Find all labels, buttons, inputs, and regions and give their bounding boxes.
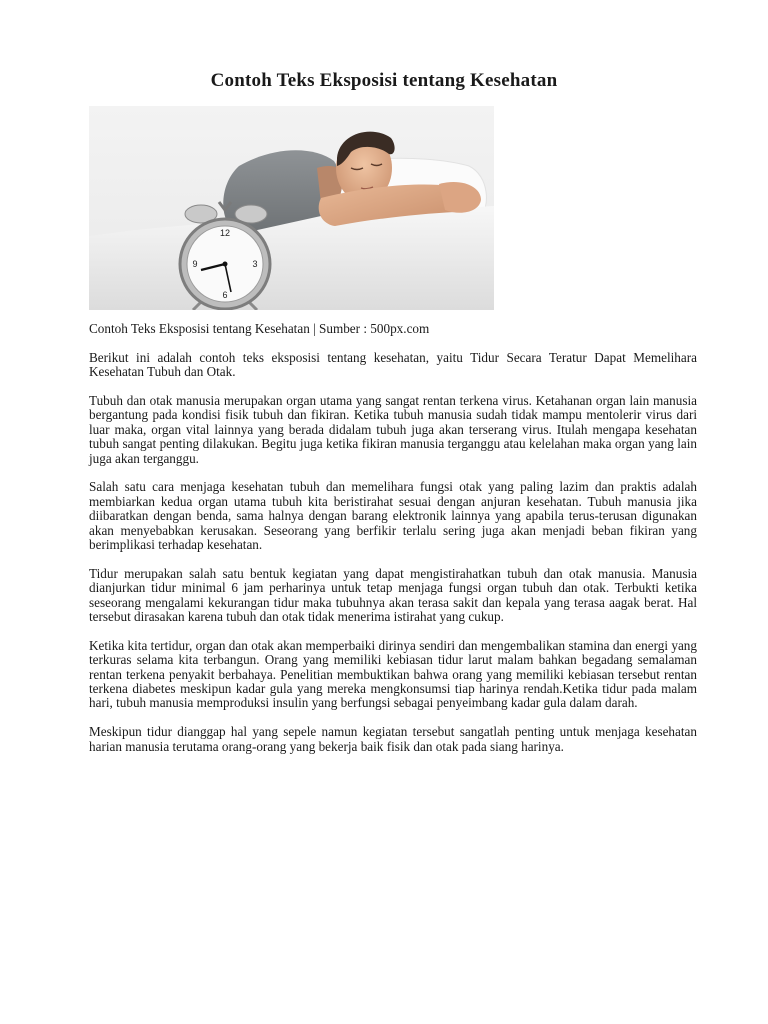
paragraph-5: Ketika kita tertidur, organ dan otak akan memperbaiki dirinya sendiri dan mengembalikan stamina dan energi yang terkuras selama kita terbangun. Orang yang memiliki kebiasan tidur larut malam bahkan begadang semalaman rentan terkena penyakit berbahaya. Penelitian membuktikan bahwa orang yang memiliki kebiasan tersebut rentan terkena diabetes meskipun kadar gula yang mereka mengkonsumsi tiap harinya rendah.Ketika tidur pada malam hari, tubuh manusia memproduksi insulin yang berfungsi sebagai penyeimbang kadar gula dalam darah. — [89, 637, 697, 711]
clock-numeral-6: 6 — [222, 290, 228, 300]
paragraph-3: Salah satu cara menjaga kesehatan tubuh dan memelihara fungsi otak yang paling lazim dan praktis adalah membiarkan kedua organ utama tubuh kita beristirahat sesuai dengan anjuran kesehatan. Tubuh manusia jika diibaratkan dengan benda, sama halnya dengan barang elektronik lainnya yang apabila terus-terusan digunakan akan menyebabkan kerusakan. Seseorang yang berfikir terlalu sering juga akan menjadi beban fikiran yang berimplikasi terhadap kesehatan. — [89, 479, 697, 553]
clock-numeral-9: 9 — [192, 259, 198, 269]
document-body — [89, 322, 697, 768]
document-title: Contoh Teks Eksposisi tentang Kesehatan — [210, 70, 558, 91]
paragraph-intro: Berikut ini adalah contoh teks eksposisi tentang kesehatan, yaitu Tidur Secara Teratur Dapat Memelihara Kesehatan Tubuh dan Otak. — [89, 349, 697, 380]
paragraph-2: Tubuh dan otak manusia merupakan organ utama yang sangat rentan terkena virus. Ketahanan organ lain manusia bergantung pada kondisi fisik tubuh dan fikiran. Ketika tubuh manusia sudah tidak mampu mentolerir virus dari luar maka, organ vital lainnya yang berada didalam tubuh juga akan terserang virus. Itulah mengapa kesehatan tubuh sangat penting dilakukan. Begitu juga ketika fikiran manusia terganggu atau kelelahan maka organ yang lain juga akan terganggu. — [89, 393, 697, 466]
article-photo — [89, 106, 494, 310]
alarm-clock-icon — [180, 202, 270, 310]
clock-numeral-12: 12 — [219, 228, 231, 238]
paragraph-conclusion: Meskipun tidur dianggap hal yang sepele namun kegiatan tersebut sangatlah penting untuk menjaga kesehatan harian manusia terutama orang-orang yang bekerja baik fisik dan otak pada siang harinya. — [89, 724, 697, 754]
clock-numeral-3: 3 — [252, 259, 258, 269]
photo-caption: Contoh Teks Eksposisi tentang Kesehatan | Sumber : 500px.com — [89, 321, 430, 336]
paragraph-4: Tidur merupakan salah satu bentuk kegiatan yang dapat mengistirahatkan tubuh dan otak manusia. Manusia dianjurkan tidur minimal 6 jam perharinya untuk tetap menjaga fungsi organ tubuh dan otak. Terbukti ketika seseorang mengalami kekurangan tidur maka tubuhnya akan terasa sakit dan kepala yang terasa aagak berat. Hal tersebut dirasakan karena tubuh dan otak tidak menerima istirahat yang cukup. — [89, 565, 697, 625]
